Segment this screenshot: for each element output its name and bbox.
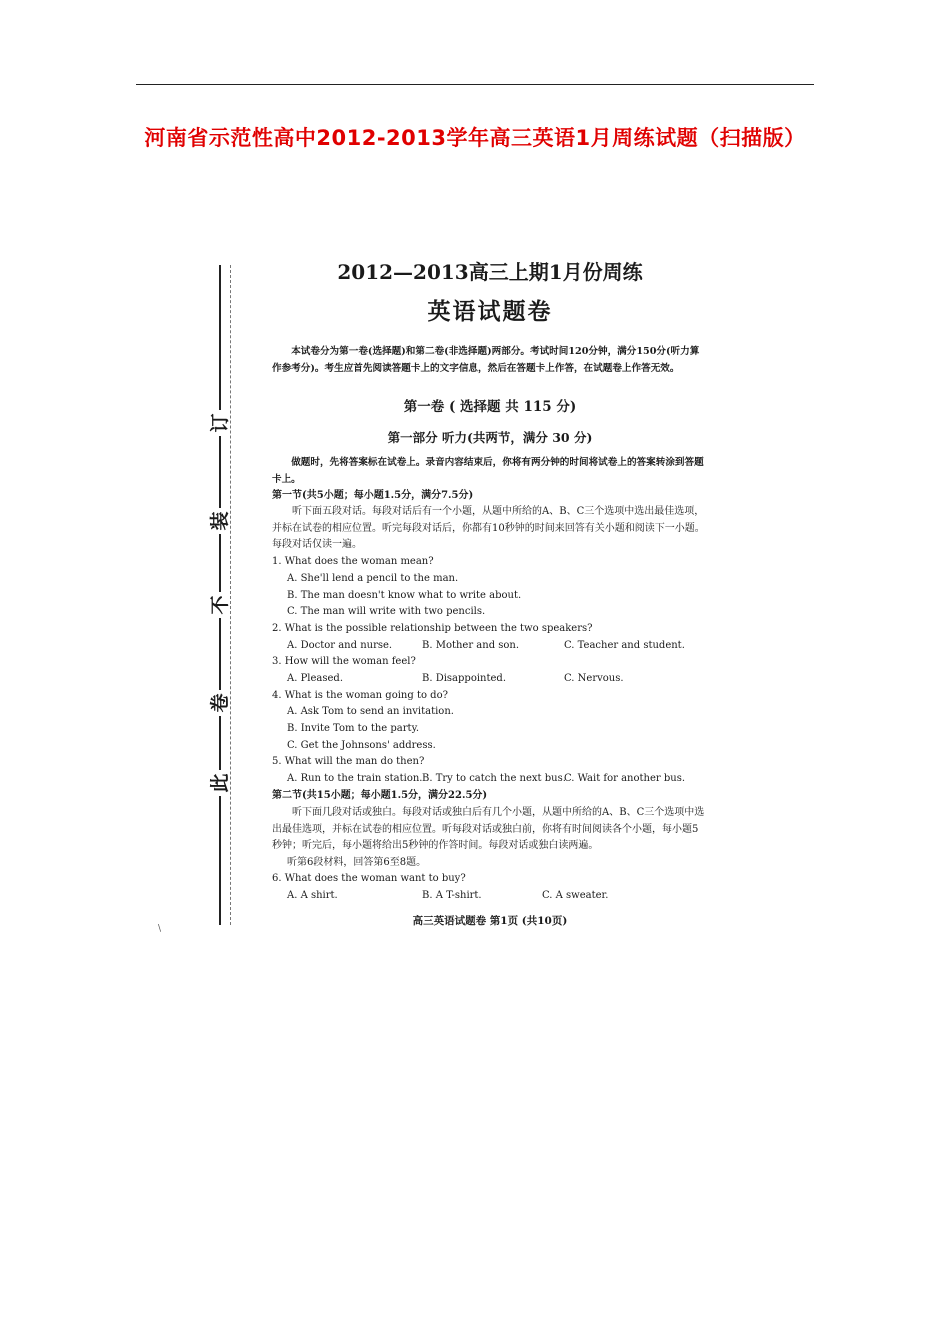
question-2-option-a: A. Doctor and nurse. bbox=[287, 640, 393, 651]
question-4-option-a: A. Ask Tom to send an invitation. bbox=[287, 706, 454, 717]
subsection-two-heading: 第二节(共15小题；每小题1.5分，满分22.5分) bbox=[272, 790, 488, 801]
stray-mark: \ bbox=[158, 924, 162, 934]
binding-char-ci: 此 bbox=[208, 770, 232, 796]
question-4-stem: 4. What is the woman going to do? bbox=[272, 690, 448, 701]
listening-section-title: 第一部分 听力(共两节，满分 30 分) bbox=[387, 430, 593, 445]
listening-instructions: 做题时，先将答案标在试卷上。录音内容结束后，你将有两分钟的时间将试卷上的答案转涂到答题卡上。 bbox=[272, 457, 704, 485]
question-1-option-b: B. The man doesn't know what to write about. bbox=[287, 590, 522, 601]
question-2-stem: 2. What is the possible relationship between the two speakers? bbox=[272, 623, 593, 634]
question-1-stem: 1. What does the woman mean? bbox=[272, 556, 434, 567]
part-one-title: 第一卷 ( 选择题 共 115 分) bbox=[403, 399, 577, 415]
question-2-option-b: B. Mother and son. bbox=[422, 640, 520, 651]
question-5-option-a: A. Run to the train station. bbox=[287, 773, 423, 784]
question-4-option-b: B. Invite Tom to the party. bbox=[287, 723, 420, 734]
question-6-stem: 6. What does the woman want to buy? bbox=[272, 873, 466, 884]
question-1-option-a: A. She'll lend a pencil to the man. bbox=[287, 573, 459, 584]
question-3-stem: 3. How will the woman feel? bbox=[272, 656, 416, 667]
subsection-one-text: 听下面五段对话。每段对话后有一个小题，从题中所给的A、B、C三个选项中选出最佳选项，并标在试卷的相应位置。听完每段对话后，你都有10秒钟的时间来回答有关小题和阅读下一小题。每段对话仅读一遍。 bbox=[272, 506, 705, 551]
paper-title: 2012—2013高三上期1月份周练 bbox=[337, 260, 643, 284]
subject-title: 英语试题卷 bbox=[427, 298, 553, 325]
subsection-one-heading: 第一节(共5小题；每小题1.5分，满分7.5分) bbox=[272, 490, 474, 501]
question-3-option-b: B. Disappointed. bbox=[422, 673, 506, 684]
binding-char-ding: 订 bbox=[208, 410, 232, 436]
question-1-option-c: C. The man will write with two pencils. bbox=[287, 606, 486, 617]
question-4-option-c: C. Get the Johnsons' address. bbox=[287, 740, 436, 751]
question-3-option-c: C. Nervous. bbox=[564, 673, 624, 684]
question-6-option-a: A. A shirt. bbox=[287, 890, 338, 901]
question-5-stem: 5. What will the man do then? bbox=[272, 756, 425, 767]
document-title: 河南省示范性高中2012-2013学年高三英语1月周练试题（扫描版） bbox=[144, 126, 806, 150]
question-6-option-b: B. A T-shirt. bbox=[422, 890, 482, 901]
question-3-option-a: A. Pleased. bbox=[287, 673, 344, 684]
subsection-two-text: 听下面几段对话或独白。每段对话或独白后有几个小题，从题中所给的A、B、C三个选项中选出最佳选项，并标在试卷的相应位置。听每段对话或独白前，你将有时间阅读各个小题，每小题5秒钟；听完后，每小题将给出5秒钟的作答时间。每段对话或独白读两遍。 bbox=[272, 807, 705, 852]
binding-char-zhuang: 装 bbox=[208, 508, 232, 534]
binding-char-juan: 卷 bbox=[208, 690, 232, 716]
binding-char-bu: 不 bbox=[208, 592, 232, 618]
dotted-cut-line bbox=[230, 265, 231, 925]
top-rule bbox=[136, 84, 814, 85]
question-5-option-b: B. Try to catch the next bus. bbox=[422, 773, 566, 784]
question-6-option-c: C. A sweater. bbox=[542, 890, 609, 901]
page-footer: 高三英语试题卷 第1页 (共10页) bbox=[412, 915, 568, 927]
question-2-option-c: C. Teacher and student. bbox=[564, 640, 685, 651]
material-instruction: 听第6段材料，回答第6至8题。 bbox=[287, 857, 427, 868]
question-5-option-c: C. Wait for another bus. bbox=[564, 773, 686, 784]
scanned-exam-page bbox=[150, 250, 750, 940]
exam-intro: 本试卷分为第一卷(选择题)和第二卷(非选择题)两部分。考试时间120分钟，满分150分(听力算作参考分)。考生应首先阅读答题卡上的文字信息，然后在答题卡上作答，在试题卷上作答无效。 bbox=[272, 346, 700, 374]
